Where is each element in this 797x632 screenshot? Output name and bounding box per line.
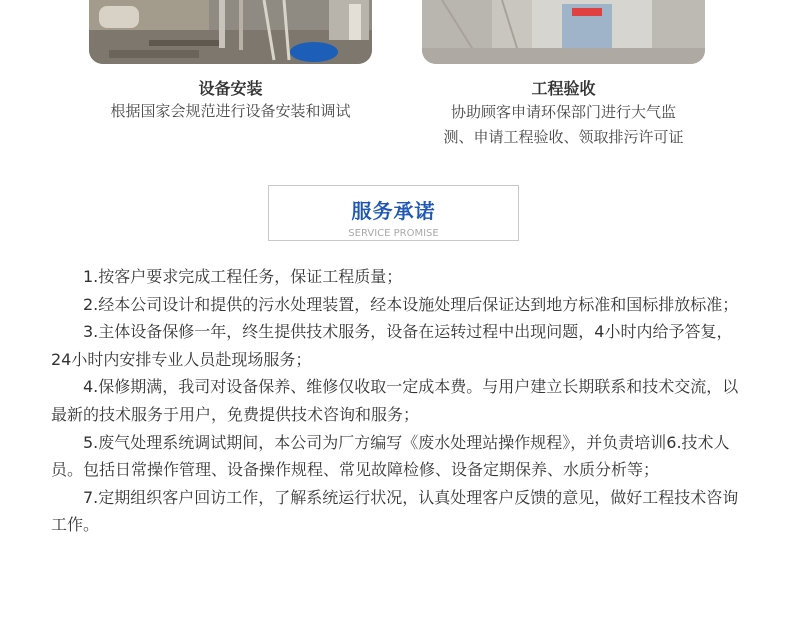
promise-item: 4.保修期满，我司对设备保养、维修仅收取一定成本费。与用户建立长期联系和技术交流，以最新的技术服务于用户，免费提供技术咨询和服务； [51,377,739,424]
installation-photo [89,0,372,64]
acceptance-description-line: 协助顾客申请环保部门进行大气监 [450,103,676,121]
acceptance-description-line: 测、申请工程验收、领取排污许可证 [443,128,684,146]
promise-item: 2.经本公司设计和提供的污水处理装置，经本设施处理后保证达到地方标准和国标排放标准； [83,294,739,314]
promise-list [51,263,741,539]
promise-item: 7.定期组织客户回访工作，了解系统运行状况，认真处理客户反馈的意见，做好工程技术咨询工作。 [51,487,739,535]
promise-item: 1.按客户要求完成工程任务，保证工程质量； [83,267,403,286]
section-title: 服务承诺 [351,199,436,223]
promise-item: 3.主体设备保修一年，终生提供技术服务，设备在运转过程中出现问题，4小时内给予答复，24小时内安排专业人员赴现场服务； [51,322,733,369]
acceptance-photo-image [422,0,705,64]
section-subtitle: SERVICE PROMISE [348,228,439,239]
service-promise-heading [268,185,519,241]
installation-description [60,99,401,124]
acceptance-photo [422,0,705,64]
installation-description-line: 根据国家会规范进行设备安装和调试 [110,102,351,120]
acceptance-title: 工程验收 [531,79,596,98]
promise-item: 5.废气处理系统调试期间，本公司为厂方编写《废水处理站操作规程》，并负责培训6.技术人员。包括日常操作管理、设备操作规程、常见故障检修、设备定期保养、水质分析等； [51,432,730,480]
acceptance-description [400,100,727,150]
installation-photo-image [89,0,372,64]
installation-title: 设备安装 [198,79,263,98]
